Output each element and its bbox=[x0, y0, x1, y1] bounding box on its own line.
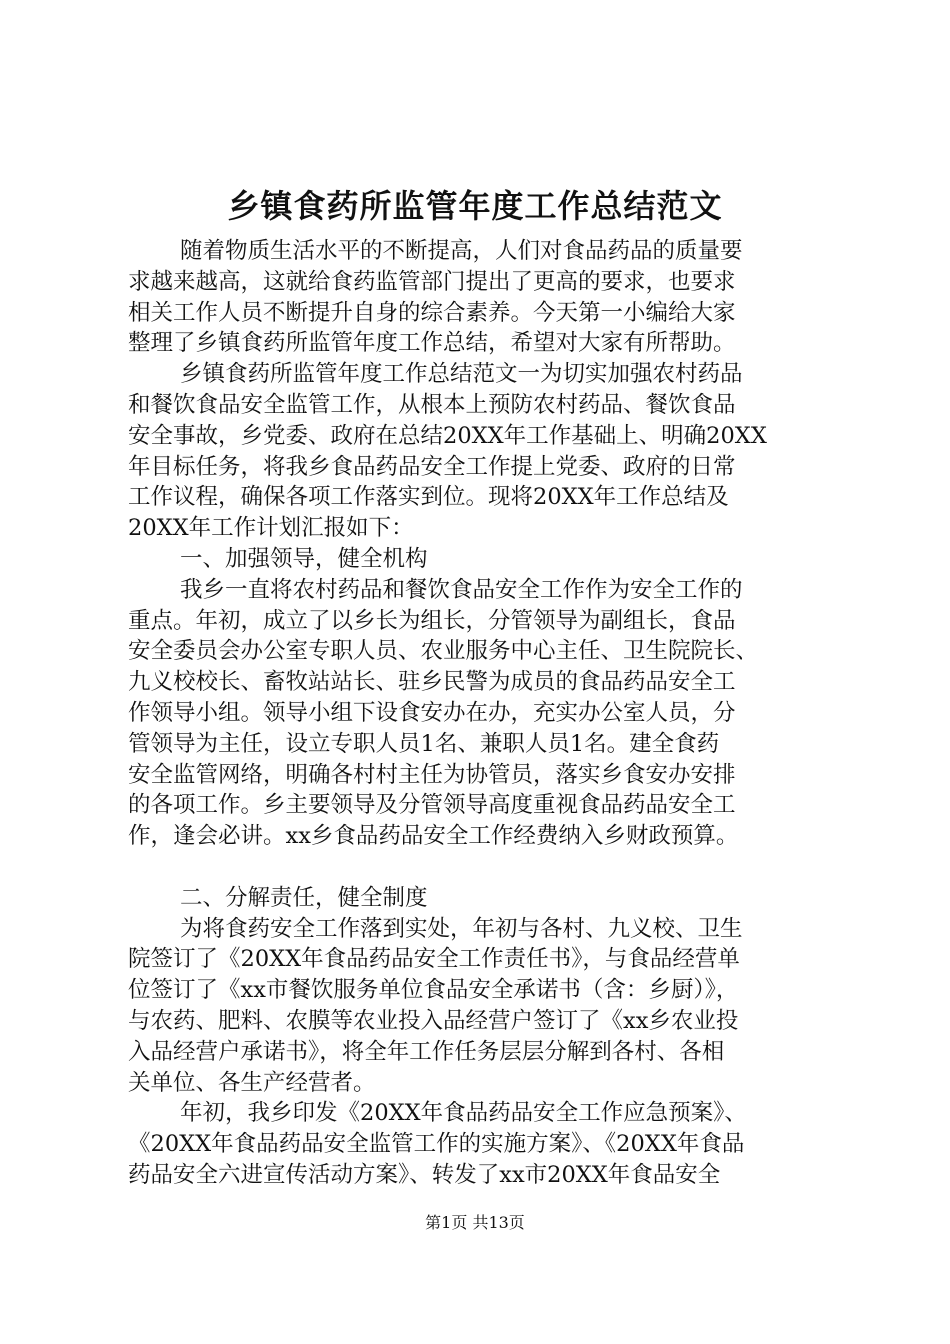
text-line: 我乡一直将农村药品和餐饮食品安全工作作为安全工作的 bbox=[180, 576, 743, 603]
text-line: 作，逢会必讲。xx乡食品药品安全工作经费纳入乡财政预算。 bbox=[128, 823, 739, 850]
text-line: 安全委员会办公室专职人员、农业服务中心主任、卫生院院长、 bbox=[128, 638, 759, 665]
text-line: 重点。年初，成立了以乡长为组长，分管领导为副组长，食品 bbox=[128, 607, 736, 634]
text-line: 药品安全六进宣传活动方案》、转发了xx市20XX年食品安全 bbox=[128, 1161, 721, 1188]
text-line: 院签订了《20XX年食品药品安全工作责任书》，与食品经营单 bbox=[128, 946, 740, 973]
section-heading: 一、加强领导，健全机构 bbox=[180, 545, 428, 572]
text-line: 的各项工作。乡主要领导及分管领导高度重视食品药品安全工 bbox=[128, 792, 736, 819]
text-line: 《20XX年食品药品安全监管工作的实施方案》、《20XX年食品 bbox=[128, 1131, 745, 1158]
text-line: 乡镇食药所监管年度工作总结范文一为切实加强农村药品 bbox=[180, 361, 743, 388]
text-line: 安全监管网络，明确各村村主任为协管员，落实乡食安办安排 bbox=[128, 761, 736, 788]
text-line: 随着物质生活水平的不断提高，人们对食品药品的质量要 bbox=[180, 238, 743, 264]
text-line: 位签订了《xx市餐饮服务单位食品安全承诺书（含：乡厨）》， bbox=[128, 977, 739, 1004]
text-line: 入品经营户承诺书》，将全年工作任务层层分解到各村、各相 bbox=[128, 1038, 725, 1065]
section-heading: 二、分解责任，健全制度 bbox=[180, 884, 428, 911]
text-line: 安全事故，乡党委、政府在总结20XX年工作基础上、明确20XX bbox=[128, 422, 767, 449]
blank-line bbox=[128, 852, 833, 883]
text-line: 作领导小组。领导小组下设食安办在办，充实办公室人员，分 bbox=[128, 699, 736, 726]
text-line: 九义校校长、畜牧站站长、驻乡民警为成员的食品药品安全工 bbox=[128, 669, 736, 696]
text-line: 与农药、肥料、农膜等农业投入品经营户签订了《xx乡农业投 bbox=[128, 1007, 739, 1034]
text-line: 和餐饮食品安全监管工作，从根本上预防农村药品、餐饮食品 bbox=[128, 391, 736, 418]
text-line: 关单位、各生产经营者。 bbox=[128, 1069, 376, 1096]
text-line: 求越来越高，这就给食药监管部门提出了更高的要求，也要求 bbox=[128, 268, 736, 295]
text-line: 整理了乡镇食药所监管年度工作总结，希望对大家有所帮助。 bbox=[128, 330, 736, 357]
text-line: 年初，我乡印发《20XX年食品药品安全工作应急预案》、 bbox=[180, 1100, 747, 1127]
text-line: 相关工作人员不断提升自身的综合素养。今天第一小编给大家 bbox=[128, 299, 736, 326]
text-line: 工作议程，确保各项工作落实到位。现将20XX年工作总结及 bbox=[128, 484, 729, 511]
document-body bbox=[128, 236, 833, 1191]
text-line: 管领导为主任，设立专职人员1名、兼职人员1名。建全食药 bbox=[128, 730, 720, 757]
document-title: 乡镇食药所监管年度工作总结范文 bbox=[227, 187, 723, 225]
text-line: 为将食药安全工作落到实处，年初与各村、九义校、卫生 bbox=[180, 915, 743, 942]
text-line: 年目标任务，将我乡食品药品安全工作提上党委、政府的日常 bbox=[128, 453, 736, 480]
text-line: 20XX年工作计划汇报如下： bbox=[128, 515, 414, 542]
page-number-footer: 第1页 共13页 bbox=[425, 1213, 525, 1232]
